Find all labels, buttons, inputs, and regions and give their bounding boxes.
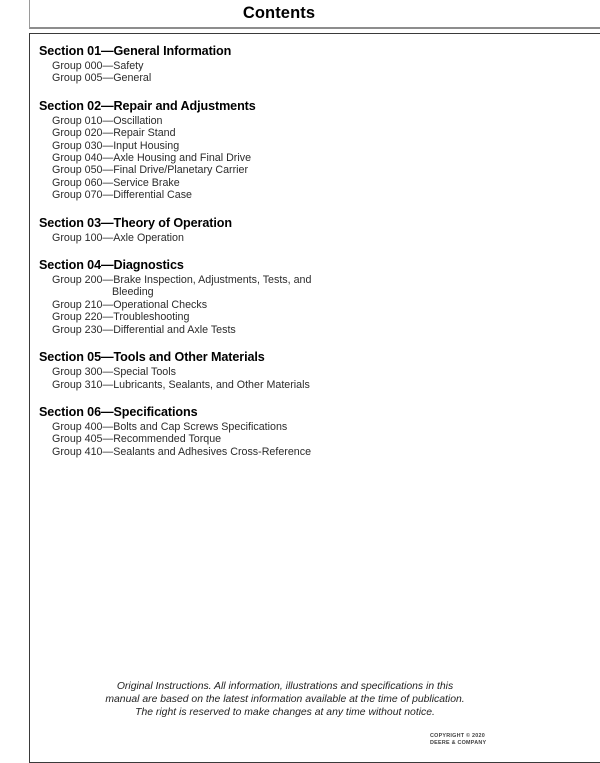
toc-section: [39, 216, 539, 244]
toc-group-item[interactable]: Group 210—Operational Checks: [52, 298, 208, 311]
toc-group-item-line1: Group 200—Brake Inspection, Adjustments, Tests, and: [52, 274, 312, 287]
toc-group-item[interactable]: Group 220—Troubleshooting: [52, 311, 190, 324]
copyright-line-2: DEERE & COMPANY: [430, 739, 487, 746]
toc-group-item[interactable]: Group 400—Bolts and Cap Screws Specifications: [52, 420, 288, 433]
toc-group-item[interactable]: Group 060—Service Brake: [52, 176, 180, 189]
toc-section-title: Section 04—Diagnostics: [39, 258, 184, 273]
toc-group-item[interactable]: Group 040—Axle Housing and Final Drive: [52, 152, 252, 165]
toc-group-list: [39, 232, 539, 244]
toc-group-item[interactable]: Group 310—Lubricants, Sealants, and Other Materials: [52, 378, 310, 391]
toc-group-item-line2: Bleeding: [112, 286, 154, 299]
toc-group-item[interactable]: Group 030—Input Housing: [52, 139, 180, 152]
footer-disclaimer-line-1: Original Instructions. All information, illustrations and specifications in this: [116, 681, 454, 692]
toc-section-title: Section 03—Theory of Operation: [39, 215, 232, 230]
toc-group-list: [39, 60, 539, 85]
toc-group-item[interactable]: Group 020—Repair Stand: [52, 127, 176, 140]
toc-section-title: Section 01—General Information: [39, 44, 232, 58]
toc-group-list: [39, 421, 539, 458]
toc-section: [39, 258, 539, 336]
toc-group-list: [39, 366, 539, 391]
toc-group-item[interactable]: Group 050—Final Drive/Planetary Carrier: [52, 164, 249, 177]
toc-group-item[interactable]: Group 005—General: [52, 72, 152, 85]
toc-section-title: Section 05—Tools and Other Materials: [39, 350, 265, 365]
toc-group-item[interactable]: [39, 274, 539, 299]
footer-disclaimer-line-3: The right is reserved to make changes at any time without notice.: [135, 707, 435, 719]
toc-group-item[interactable]: Group 100—Axle Operation: [52, 231, 184, 244]
content-box: [29, 33, 600, 763]
toc-group-item[interactable]: Group 070—Differential Case: [52, 189, 193, 202]
toc-section: [39, 99, 539, 202]
toc-group-item[interactable]: Group 230—Differential and Axle Tests: [52, 323, 236, 336]
toc-section: [39, 405, 539, 458]
toc-section: [39, 350, 539, 391]
toc-group-item[interactable]: Group 410—Sealants and Adhesives Cross-Reference: [52, 445, 312, 458]
toc-group-item[interactable]: Group 010—Oscillation: [52, 114, 163, 127]
page-header-box: [29, 0, 600, 29]
footer-disclaimer: [85, 680, 485, 720]
footer-disclaimer-line-2: manual are based on the latest information available at the time of publication.: [105, 694, 465, 706]
toc-section-title: Section 02—Repair and Adjustments: [39, 98, 256, 113]
page-title: Contents: [242, 4, 316, 22]
table-of-contents: [39, 44, 539, 458]
toc-group-item[interactable]: Group 405—Recommended Torque: [52, 433, 222, 446]
toc-section-title: Section 06—Specifications: [39, 404, 198, 419]
toc-section: [39, 44, 539, 85]
copyright-notice: [430, 733, 560, 746]
toc-group-list: [39, 115, 539, 202]
toc-group-list: [39, 274, 539, 336]
toc-group-item[interactable]: Group 000—Safety: [52, 60, 144, 72]
toc-group-item[interactable]: Group 300—Special Tools: [52, 366, 176, 379]
copyright-line-1: COPYRIGHT © 2020: [430, 733, 486, 739]
